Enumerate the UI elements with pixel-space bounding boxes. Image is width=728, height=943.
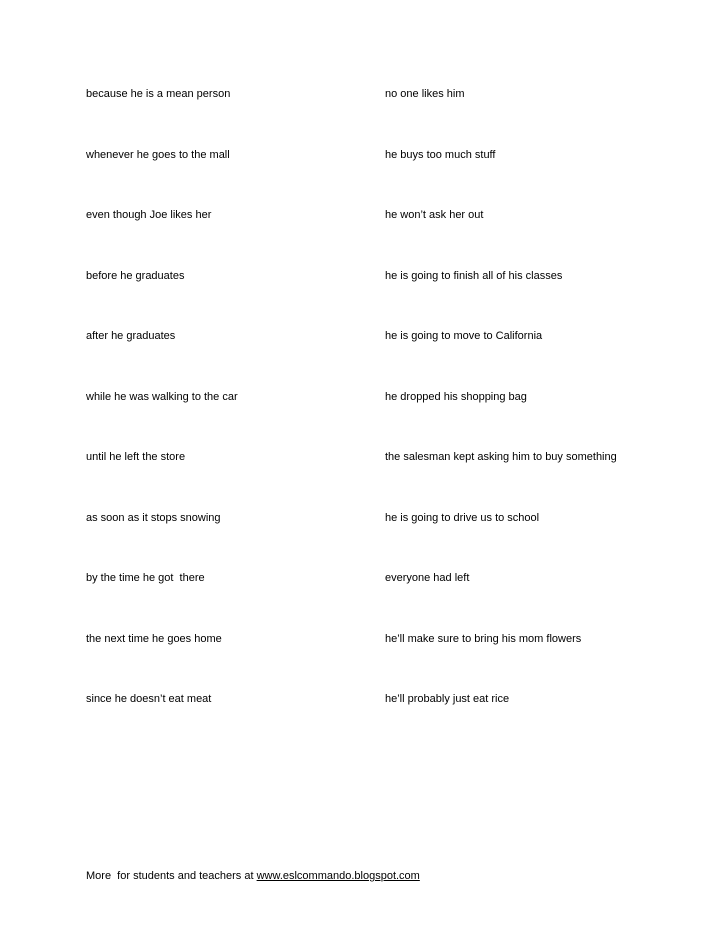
footer (86, 869, 420, 883)
sentence-pair-row (86, 390, 686, 451)
result-text: the salesman kept asking him to buy something (385, 451, 617, 463)
result-text: everyone had left (385, 572, 470, 584)
clause-text: while he was walking to the car (86, 390, 238, 403)
sentence-pair-row (86, 87, 686, 148)
sentence-pair-row (86, 208, 686, 269)
clause-text: until he left the store (86, 451, 186, 463)
result-text: he’ll make sure to bring his mom flowers (385, 632, 582, 645)
result-text: he is going to finish all of his classes (385, 269, 563, 282)
sentence-pair-row (86, 692, 686, 753)
result-text: he dropped his shopping bag (385, 390, 527, 403)
clause-text: the next time he goes home (86, 632, 222, 645)
sentence-pair-row (86, 450, 686, 511)
result-text: he is going to drive us to school (385, 511, 540, 524)
result-text: he’ll probably just eat rice (385, 693, 510, 705)
sentence-pair-row (86, 269, 686, 330)
sentence-pair-row (86, 632, 686, 693)
result-text: he is going to move to California (385, 330, 543, 342)
clause-text: whenever he goes to the mall (86, 148, 230, 161)
clause-text: even though Joe likes her (86, 209, 212, 221)
result-text: he won’t ask her out (385, 209, 484, 221)
sentence-pairs-list (86, 87, 686, 753)
clause-text: by the time he got there (86, 572, 205, 584)
sentence-pair-row (86, 329, 686, 390)
clause-text: after he graduates (86, 330, 176, 342)
clause-text: as soon as it stops snowing (86, 511, 221, 524)
clause-text: since he doesn’t eat meat (86, 693, 212, 705)
footer-text: More for students and teachers at (86, 870, 257, 882)
result-text: no one likes him (385, 88, 465, 100)
sentence-pair-row (86, 571, 686, 632)
sentence-pair-row (86, 148, 686, 209)
clause-text: before he graduates (86, 269, 185, 282)
result-text: he buys too much stuff (385, 148, 496, 161)
footer-link[interactable]: www.eslcommando.blogspot.com (256, 870, 420, 882)
clause-text: because he is a mean person (86, 88, 231, 100)
sentence-pair-row (86, 511, 686, 572)
